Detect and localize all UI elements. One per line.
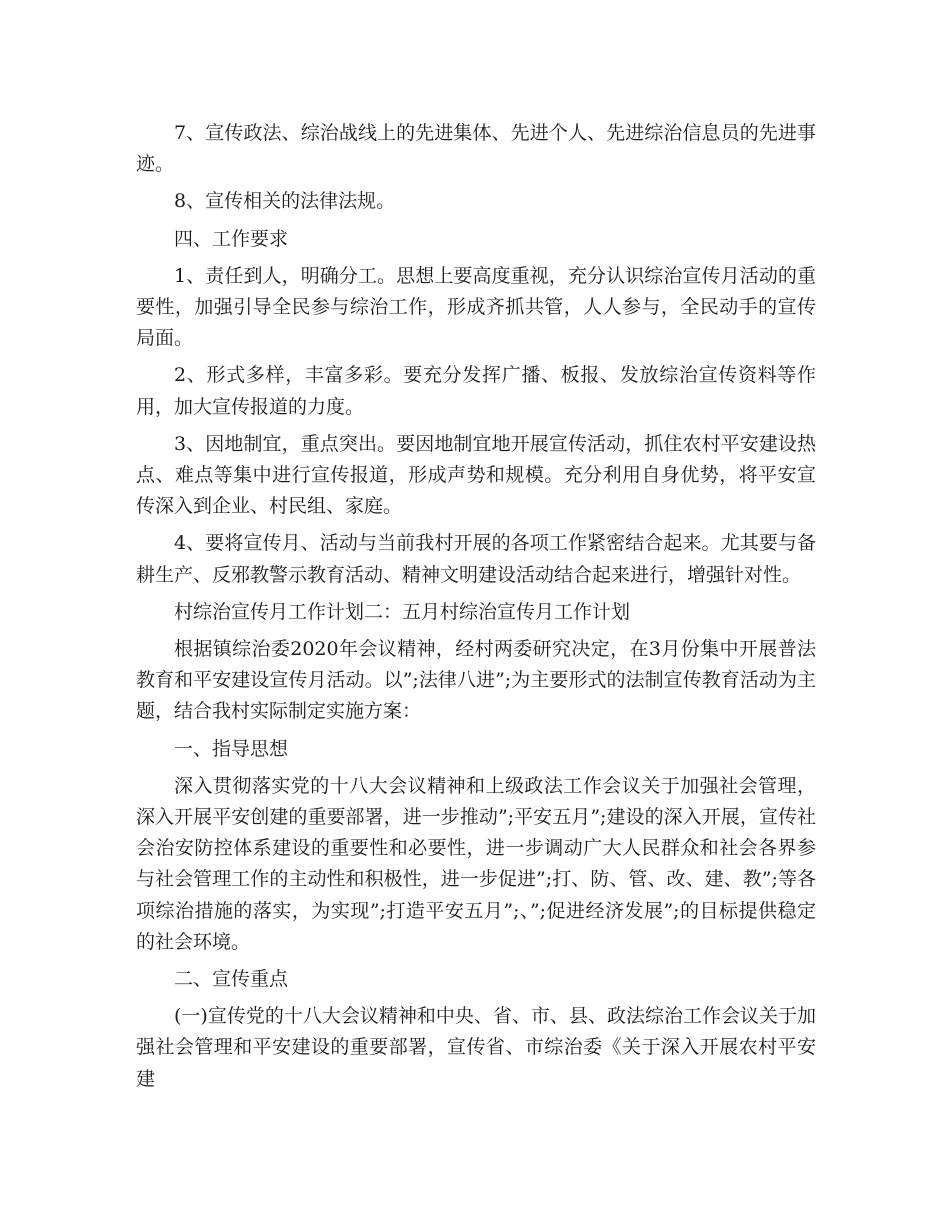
paragraph-requirement-3: 3、因地制宜，重点突出。要因地制宜地开展宣传活动，抓住农村平安建设热点、难点等集中进行宣传报道，形成声势和规模。充分利用自身优势，将平安宣传深入到企业、村民组、家庭。	[136, 432, 816, 518]
paragraph-requirement-2: 2、形式多样，丰富多彩。要充分发挥广播、板报、发放综治宣传资料等作用，加大宣传报道的力度。	[136, 364, 816, 418]
section-heading-guiding-thought: 一、指导思想	[174, 737, 289, 760]
paragraph-publicity-focus-1: (一)宣传党的十八大会议精神和中央、省、市、县、政法综治工作会议关于加强社会管理和平安建设的重要部署，宣传省、市综治委《关于深入开展农村平安建	[136, 1005, 816, 1090]
plan-two-title: 村综治宣传月工作计划二：五月村综治宣传月工作计划	[174, 600, 631, 623]
plan-two-intro: 根据镇综治委2020年会议精神，经村两委研究决定，在3月份集中开展普法教育和平安建设宣传月活动。以”;法律八进”;为主要形式的法制宣传教育活动为主题，结合我村实际制定实施方案：	[136, 638, 816, 723]
paragraph-guiding-thought: 深入贯彻落实党的十八大会议精神和上级政法工作会议关于加强社会管理，深入开展平安创建的重要部署，进一步推动”;平安五月”;建设的深入开展，宣传社会治安防控体系建设的重要性和必要性，进一步调动广大人民群众和社会各界参与社会管理工作的主动性和积极性，进一步促进”;打、防、管、改、建、教”;等各项综治措施的落实，为实现”;打造平安五月”;、”;促进经济发展”;的目标提供稳定的社会环境。	[136, 774, 816, 953]
section-heading-work-requirements: 四、工作要求	[174, 227, 289, 250]
document-body	[136, 118, 816, 1101]
paragraph-item-7: 7、宣传政法、综治战线上的先进集体、先进个人、先进综治信息员的先进事迹。	[136, 122, 816, 176]
paragraph-requirement-1: 1、责任到人，明确分工。思想上要高度重视，充分认识综治宣传月活动的重要性，加强引导全民参与综治工作，形成齐抓共管，人人参与，全民动手的宣传局面。	[136, 264, 816, 350]
paragraph-item-8: 8、宣传相关的法律法规。	[174, 190, 396, 213]
paragraph-requirement-4: 4、要将宣传月、活动与当前我村开展的各项工作紧密结合起来。尤其要与备耕生产、反邪教警示教育活动、精神文明建设活动结合起来进行，增强针对性。	[136, 532, 816, 586]
section-heading-publicity-focus: 二、宣传重点	[174, 968, 289, 991]
